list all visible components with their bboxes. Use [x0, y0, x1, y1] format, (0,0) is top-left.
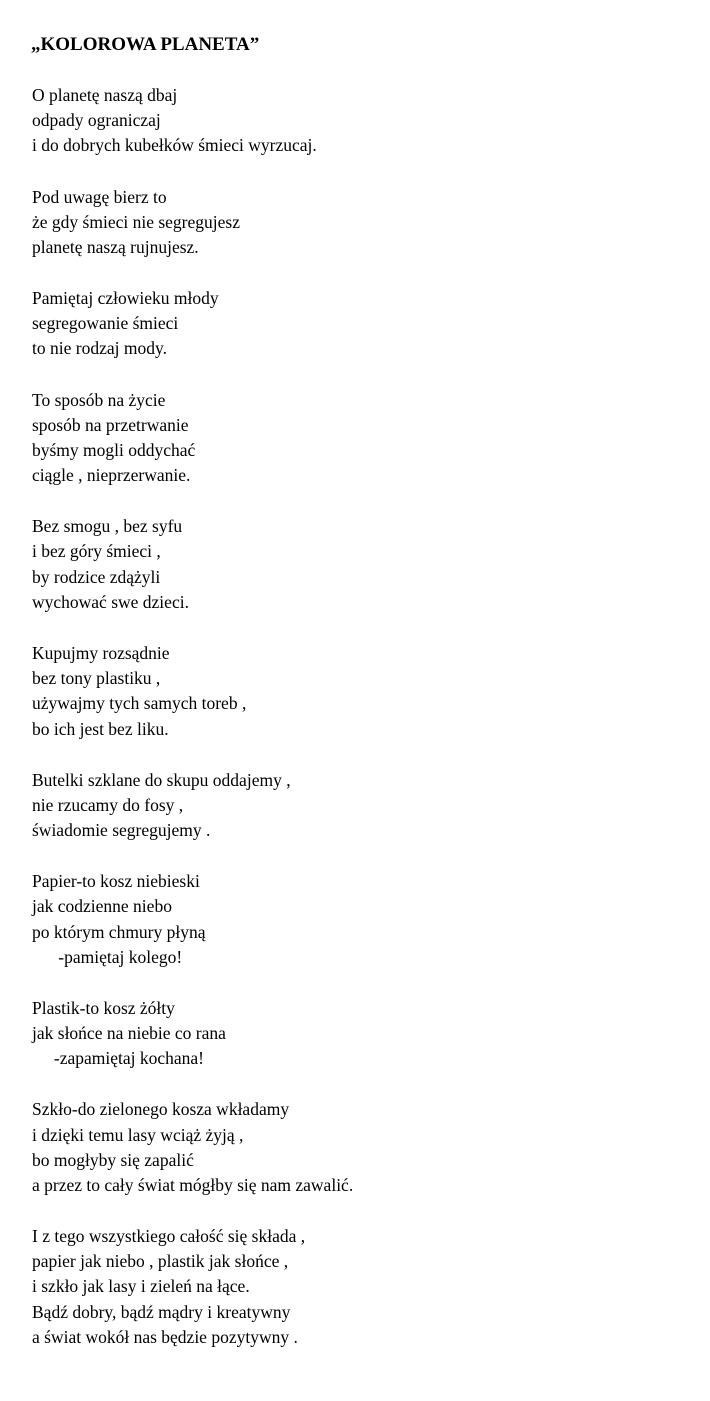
poem-line: to nie rodzaj mody. — [32, 338, 167, 359]
stanza — [32, 641, 692, 742]
stanza — [32, 1097, 692, 1198]
stanza — [32, 514, 692, 615]
poem-line: sposób na przetrwanie — [32, 414, 189, 435]
poem-line: Pamiętaj człowieku młody — [32, 288, 219, 308]
poem-line: papier jak niebo , plastik jak słońce , — [32, 1251, 289, 1272]
poem-line: -pamiętaj kolego! — [32, 946, 183, 967]
poem-body — [32, 83, 692, 1376]
stanza — [32, 388, 692, 489]
poem-line: Butelki szklane do skupu oddajemy , — [32, 769, 291, 790]
poem-line: jak słońce na niebie co rana — [32, 1023, 226, 1044]
stanza — [32, 1224, 692, 1350]
stanza — [32, 286, 692, 362]
poem-line: segregowanie śmieci — [32, 313, 179, 334]
stanza — [32, 83, 692, 159]
poem-line: po którym chmury płyną — [32, 921, 206, 942]
poem-line: To sposób na życie — [32, 389, 166, 410]
poem-line: świadomie segregujemy . — [32, 820, 211, 841]
poem-line: planetę naszą rujnujesz. — [32, 236, 199, 257]
stanza — [32, 996, 692, 1072]
poem-line: by rodzice zdążyli — [32, 566, 161, 587]
poem-line: Bez smogu , bez syfu — [32, 516, 183, 537]
poem-line: bo ich jest bez liku. — [32, 718, 169, 739]
poem-line: bez tony plastiku , — [32, 668, 161, 689]
poem-line: byśmy mogli oddychać — [32, 439, 196, 460]
poem-line: Bądź dobry, bądź mądry i kreatywny — [32, 1301, 291, 1322]
poem-line: Kupujmy rozsądnie — [32, 642, 170, 663]
poem-line: wychować swe dzieci. — [32, 591, 189, 612]
poem-line: nie rzucamy do fosy , — [32, 794, 184, 815]
poem-line: ciągle , nieprzerwanie. — [32, 465, 191, 486]
poem-line: O planetę naszą dbaj — [32, 85, 178, 105]
poem-line: Plastik-to kosz żółty — [32, 997, 175, 1018]
poem-line: Pod uwagę bierz to — [32, 186, 167, 207]
stanza — [32, 185, 692, 261]
stanza — [32, 869, 692, 970]
poem-line: odpady ograniczaj — [32, 110, 161, 131]
poem-line: jak codzienne niebo — [32, 896, 172, 917]
poem-line: a przez to cały świat mógłby się nam zawalić. — [32, 1174, 354, 1195]
poem-line: bo mogłyby się zapalić — [32, 1149, 194, 1170]
poem-line: Szkło-do zielonego kosza wkładamy — [32, 1099, 290, 1120]
poem-line: używajmy tych samych toreb , — [32, 693, 247, 714]
stanza — [32, 768, 692, 844]
poem-title: „KOLOROWA PLANETA” — [31, 34, 260, 55]
poem-line: I z tego wszystkiego całość się składa , — [32, 1226, 306, 1247]
poem-line: a świat wokół nas będzie pozytywny . — [32, 1326, 298, 1347]
poem-line: i dzięki temu lasy wciąż żyją , — [32, 1124, 244, 1145]
poem-line: że gdy śmieci nie segregujesz — [32, 211, 240, 232]
poem-line: i szkło jak lasy i zieleń na łące. — [32, 1276, 250, 1297]
poem-line: Papier-to kosz niebieski — [32, 871, 200, 892]
poem-line: i bez góry śmieci , — [32, 541, 161, 562]
poem-line: -zapamiętaj kochana! — [32, 1048, 204, 1069]
poem-line: i do dobrych kubełków śmieci wyrzucaj. — [32, 135, 317, 156]
